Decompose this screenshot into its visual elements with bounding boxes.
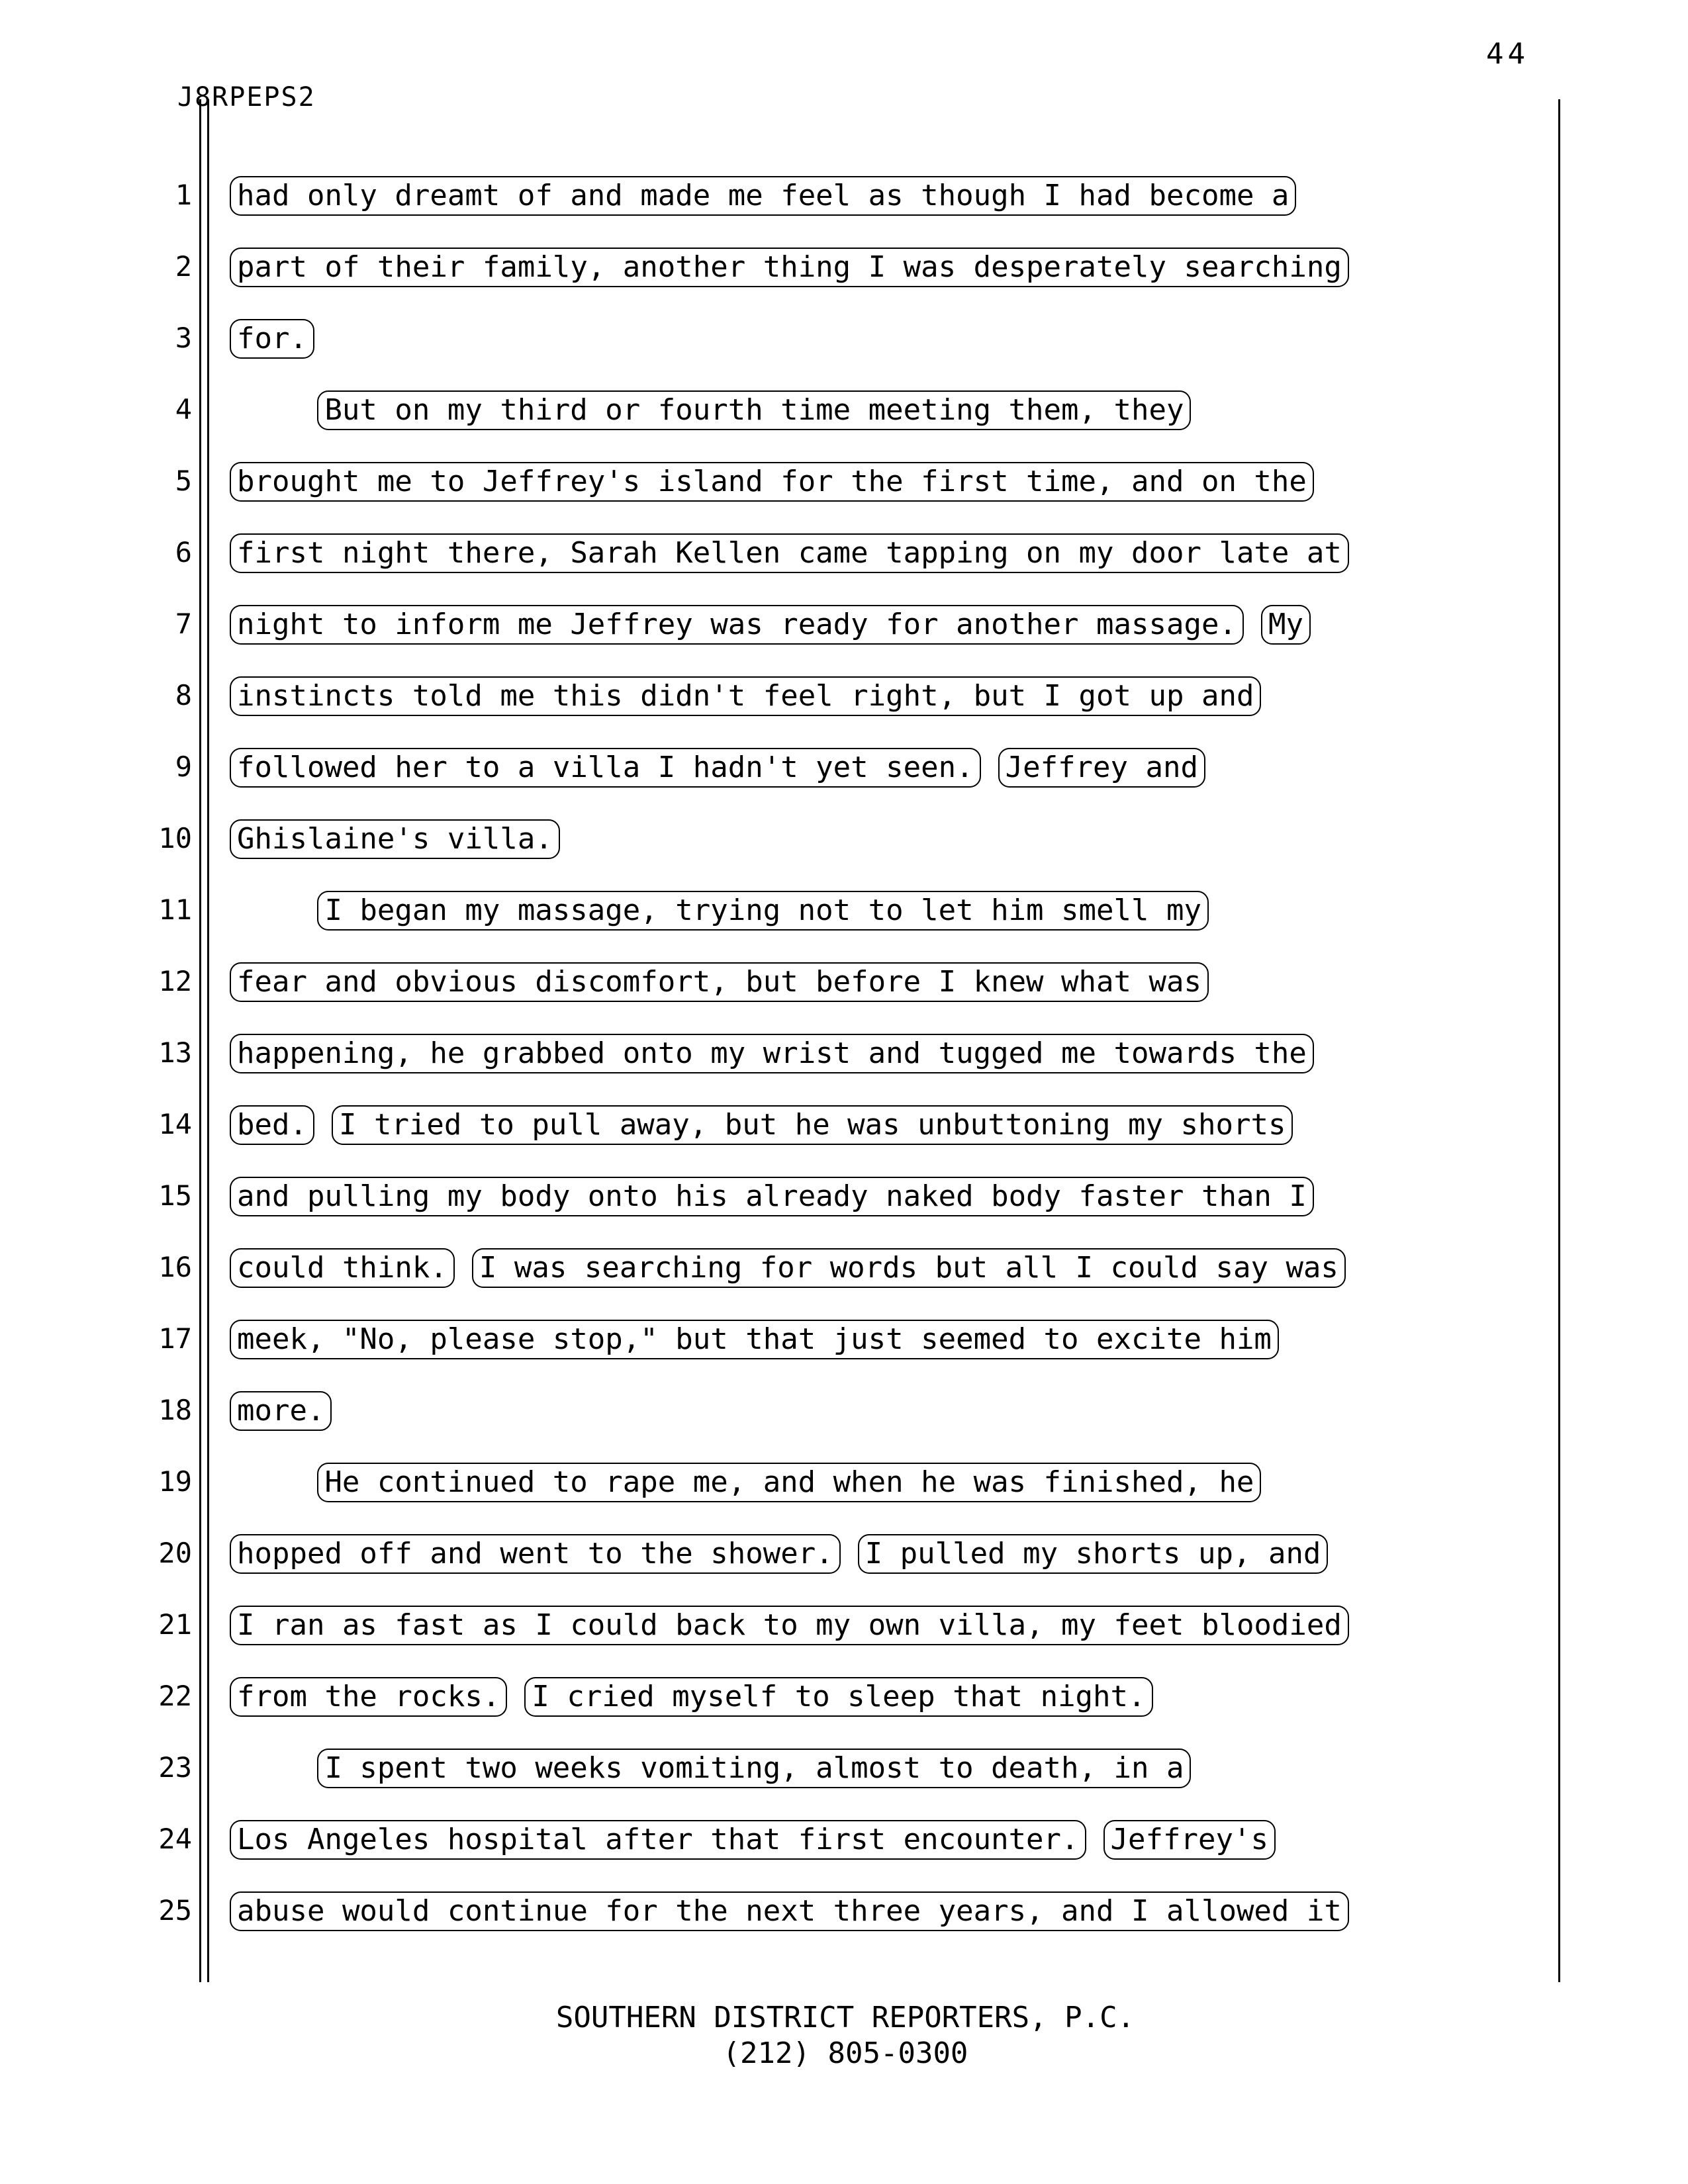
text-segment: bed. <box>230 1105 314 1145</box>
text-segment: I was searching for words but all I could say was <box>472 1248 1346 1288</box>
text-segment: abuse would continue for the next three years, and I allowed it <box>230 1891 1349 1931</box>
line-segments <box>230 1248 1346 1288</box>
text-segment: brought me to Jeffrey's island for the first time, and on the <box>230 462 1314 502</box>
line-segments <box>230 1105 1293 1145</box>
line-number: 5 <box>175 465 192 497</box>
text-segment: hopped off and went to the shower. <box>230 1534 841 1574</box>
transcript-line <box>0 748 1688 790</box>
transcript-line <box>0 1463 1688 1505</box>
text-segment: Los Angeles hospital after that first encounter. <box>230 1820 1086 1860</box>
text-segment: had only dreamt of and made me feel as though I had become a <box>230 176 1296 216</box>
line-segments <box>230 676 1261 716</box>
line-number: 23 <box>158 1751 192 1784</box>
line-segments <box>230 1463 1261 1502</box>
line-segments <box>230 1677 1153 1717</box>
text-segment: I tried to pull away, but he was unbuttoning my shorts <box>332 1105 1293 1145</box>
line-number: 17 <box>158 1322 192 1355</box>
line-segments <box>230 1177 1314 1216</box>
text-segment: I cried myself to sleep that night. <box>524 1677 1152 1717</box>
line-number: 25 <box>158 1894 192 1927</box>
transcript-line <box>0 1105 1688 1148</box>
reporter-name: SOUTHERN DISTRICT REPORTERS, P.C. <box>555 2001 1135 2034</box>
line-segments <box>230 319 314 359</box>
text-segment: first night there, Sarah Kellen came tapping on my door late at <box>230 533 1349 573</box>
line-segments <box>230 891 1209 931</box>
line-segments <box>230 962 1209 1002</box>
reporter-footer <box>233 2000 1458 2071</box>
line-number: 11 <box>158 893 192 926</box>
line-number: 14 <box>158 1108 192 1140</box>
line-segments <box>230 819 560 859</box>
transcript-line <box>0 1677 1688 1719</box>
line-segments <box>230 390 1191 430</box>
line-number: 16 <box>158 1251 192 1283</box>
text-segment: Jeffrey and <box>998 748 1205 788</box>
text-segment: meek, "No, please stop," but that just seemed to excite him <box>230 1320 1279 1359</box>
text-segment: I ran as fast as I could back to my own villa, my feet bloodied <box>230 1606 1349 1645</box>
transcript-line <box>0 1177 1688 1219</box>
text-segment: happening, he grabbed onto my wrist and tugged me towards the <box>230 1034 1314 1073</box>
line-segments <box>230 1749 1191 1788</box>
transcript-line <box>0 1891 1688 1934</box>
text-segment: night to inform me Jeffrey was ready for another massage. <box>230 605 1244 645</box>
transcript-line <box>0 1034 1688 1076</box>
line-number: 18 <box>158 1394 192 1426</box>
transcript-line <box>0 1248 1688 1291</box>
line-segments <box>230 1320 1279 1359</box>
transcript-line <box>0 1820 1688 1862</box>
transcript-line <box>0 605 1688 647</box>
transcript-line <box>0 462 1688 504</box>
line-segments <box>230 605 1311 645</box>
transcript-line <box>0 176 1688 218</box>
line-segments <box>230 1891 1349 1931</box>
line-number: 3 <box>175 322 192 354</box>
transcript-line <box>0 1391 1688 1433</box>
transcript-line <box>0 248 1688 290</box>
text-segment: But on my third or fourth time meeting them, they <box>317 390 1191 430</box>
line-segments <box>230 1606 1349 1645</box>
line-number: 7 <box>175 608 192 640</box>
line-number: 4 <box>175 393 192 426</box>
line-number: 15 <box>158 1179 192 1212</box>
page-number: 44 <box>1486 37 1529 71</box>
line-number: 10 <box>158 822 192 854</box>
transcript-line <box>0 819 1688 862</box>
transcript-line <box>0 319 1688 361</box>
line-number: 13 <box>158 1036 192 1069</box>
line-number: 2 <box>175 250 192 283</box>
line-segments <box>230 1820 1276 1860</box>
line-segments <box>230 533 1349 573</box>
transcript-line <box>0 962 1688 1005</box>
line-number: 22 <box>158 1680 192 1712</box>
transcript-line <box>0 891 1688 933</box>
line-number: 6 <box>175 536 192 569</box>
line-number: 19 <box>158 1465 192 1498</box>
text-segment: fear and obvious discomfort, but before I knew what was <box>230 962 1209 1002</box>
transcript-line <box>0 390 1688 433</box>
transcript-line <box>0 676 1688 719</box>
text-segment: followed her to a villa I hadn't yet seen. <box>230 748 981 788</box>
line-segments <box>230 748 1205 788</box>
transcript-line <box>0 1534 1688 1576</box>
text-segment: My <box>1261 605 1311 645</box>
text-segment: could think. <box>230 1248 455 1288</box>
line-number: 24 <box>158 1823 192 1855</box>
text-segment: from the rocks. <box>230 1677 507 1717</box>
text-segment: He continued to rape me, and when he was finished, he <box>317 1463 1261 1502</box>
transcript-line <box>0 1606 1688 1648</box>
line-segments <box>230 1534 1328 1574</box>
text-segment: I spent two weeks vomiting, almost to death, in a <box>317 1749 1191 1788</box>
text-segment: I began my massage, trying not to let him smell my <box>317 891 1209 931</box>
text-segment: part of their family, another thing I was desperately searching <box>230 248 1349 287</box>
text-segment: and pulling my body onto his already naked body faster than I <box>230 1177 1314 1216</box>
line-segments <box>230 176 1296 216</box>
line-segments <box>230 462 1314 502</box>
line-number: 12 <box>158 965 192 997</box>
text-segment: more. <box>230 1391 332 1431</box>
line-number: 1 <box>175 179 192 211</box>
transcript-line <box>0 1320 1688 1362</box>
transcript-line <box>0 533 1688 576</box>
line-segments <box>230 1034 1314 1073</box>
text-segment: I pulled my shorts up, and <box>858 1534 1329 1574</box>
transcript-header-id: J8RPEPS2 <box>177 82 316 113</box>
line-number: 8 <box>175 679 192 711</box>
text-segment: Ghislaine's villa. <box>230 819 560 859</box>
line-segments <box>230 1391 332 1431</box>
line-number: 20 <box>158 1537 192 1569</box>
text-segment: for. <box>230 319 314 359</box>
text-segment: Jeffrey's <box>1103 1820 1276 1860</box>
text-segment: instincts told me this didn't feel right, but I got up and <box>230 676 1261 716</box>
line-number: 9 <box>175 751 192 783</box>
reporter-phone: (212) 805-0300 <box>722 2036 968 2070</box>
line-number: 21 <box>158 1608 192 1641</box>
transcript-line <box>0 1749 1688 1791</box>
line-segments <box>230 248 1349 287</box>
